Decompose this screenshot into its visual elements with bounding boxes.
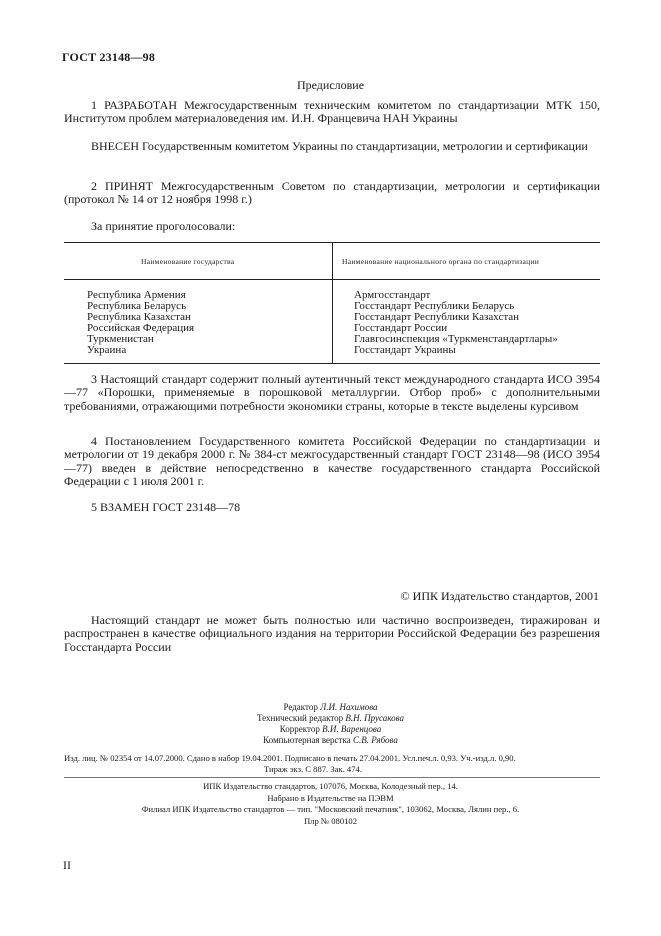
credit-line: Компьютерная верстка С.В. Рябова xyxy=(263,735,398,745)
credit-line: Корректор В.И. Варенцова xyxy=(279,724,382,734)
table-cell-state: Украина xyxy=(87,344,127,356)
table-header-state: Наименование государства xyxy=(141,257,235,266)
credit-line: Редактор Л.И. Нахимова xyxy=(283,702,378,712)
editorial-credits xyxy=(0,702,661,746)
table-cell-body: Госстандарт Республики Беларусь xyxy=(354,300,515,312)
table-cell-body: Госстандарт Украины xyxy=(354,344,456,356)
table-column-states xyxy=(87,290,194,356)
paragraph-voted: За принятие проголосовали: xyxy=(91,219,236,233)
copyright: © ИПК Издательство стандартов, 2001 xyxy=(400,589,599,603)
paragraph-introduced: ВНЕСЕН Государственным комитетом Украины по стандартизации, метрологии и сертификации xyxy=(91,139,588,153)
paragraph-content: 3 Настоящий стандарт содержит полный аутентичный текст международного стандарта ИСО 3954—77 «Порошки, применяемые в порошковой металлургии. Отбор проб» с дополнительными требованиями, отражающими потребности экономики страны, которые в тексте выделены курсивом xyxy=(64,372,600,413)
table-cell-body: Госстандарт России xyxy=(354,322,448,334)
credit-line: Технический редактор В.Н. Прусакова xyxy=(256,713,405,723)
imprint-line: Изд. лиц. № 02354 от 14.07.2000. Сдано в набор 19.04.2001. Подписано в печать 27.04.2001. Усл.печ.л. 0,93. Уч.-изд.л. 0,90. xyxy=(64,753,516,763)
table-cell-body: Армгосстандарт xyxy=(354,289,431,301)
reproduction-notice: Настоящий стандарт не может быть полностью или частично воспроизведен, тиражирован и распространен в качестве официального издания на территории Российской Федерации без разрешения Госстандарта России xyxy=(64,613,600,654)
document-code: ГОСТ 23148—98 xyxy=(62,50,156,64)
paragraph-accepted: 2 ПРИНЯТ Межгосударственным Советом по стандартизации, метрологии и сертификации (протокол № 14 от 12 ноября 1998 г.) xyxy=(64,179,600,207)
table-cell-state: Туркменистан xyxy=(87,333,154,345)
publisher-info xyxy=(0,781,661,827)
publisher-line: ИПК Издательство стандартов, 107076, Москва, Колодезный пер., 14. xyxy=(203,781,458,791)
section-title: Предисловие xyxy=(296,78,365,92)
table-column-bodies xyxy=(354,290,558,356)
imprint-line: Тираж экз. С 887. Зак. 474. xyxy=(264,764,362,774)
paragraph-developed: 1 РАЗРАБОТАН Межгосударственным техническим комитетом по стандартизации МТК 150, Институтом проблем материаловедения им. И.Н. Францевича НАН Украины xyxy=(64,98,600,126)
paragraph-resolution: 4 Постановлением Государственного комитета Российской Федерации по стандартизации и метрологии от 19 декабря 2000 г. № 384-ст межгосударственный стандарт ГОСТ 23148—98 (ИСО 3954—77) введен в действие непосредственно в качестве государственного стандарта Российской Федерации с 1 июля 2001 г. xyxy=(64,434,600,489)
table-cell-body: Госстандарт Республики Казахстан xyxy=(354,311,520,323)
table-header-body: Наименование национального органа по стандартизации xyxy=(342,257,540,266)
publisher-line: Набрано в Издательстве на ПЭВМ xyxy=(267,792,394,803)
publisher-line: Филиал ИПК Издательство стандартов — тип. "Московский печатник", 103062, Москва, Лялин пер., 6. xyxy=(141,804,520,814)
table-column-divider xyxy=(332,243,333,363)
publisher-line: Плр № 080102 xyxy=(303,815,358,826)
table-cell-body: Главгосинспекция «Туркменстандартлары» xyxy=(354,333,558,345)
paragraph-replaces: 5 ВЗАМЕН ГОСТ 23148—78 xyxy=(91,500,241,514)
voting-table xyxy=(64,242,600,364)
print-imprint xyxy=(64,753,600,775)
imprint-divider xyxy=(64,777,600,778)
table-cell-state: Республика Беларусь xyxy=(87,300,187,312)
table-cell-state: Республика Казахстан xyxy=(87,311,191,323)
page-number: II xyxy=(63,858,71,872)
table-cell-state: Российская Федерация xyxy=(87,322,195,334)
table-cell-state: Республика Армения xyxy=(87,289,186,301)
